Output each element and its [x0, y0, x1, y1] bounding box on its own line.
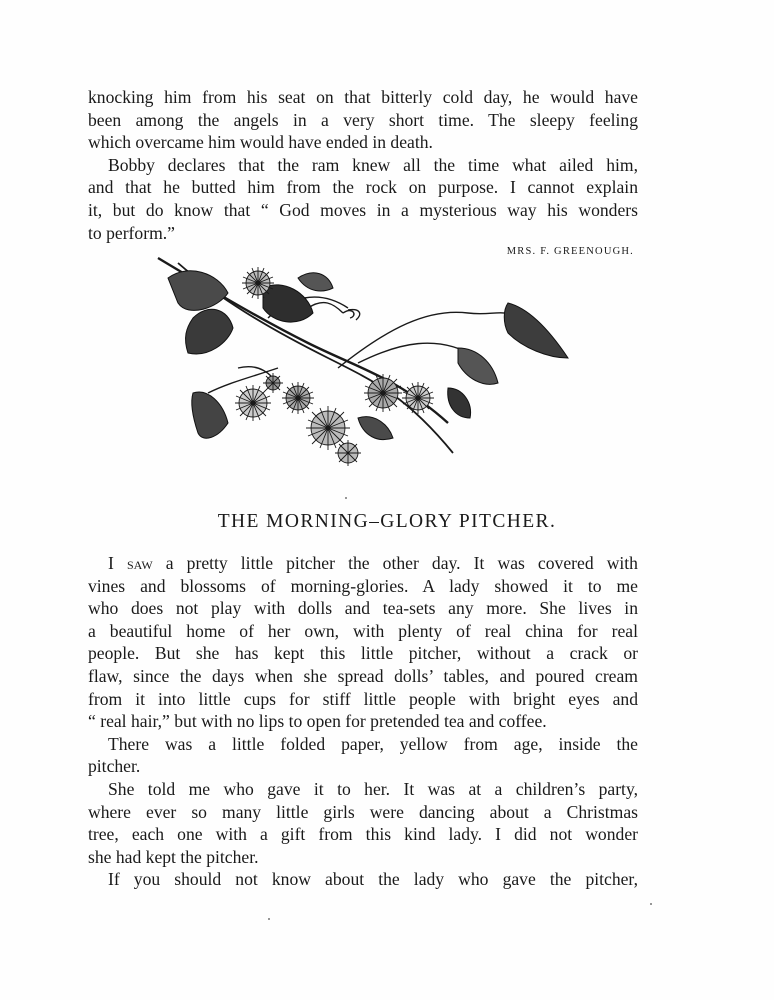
- paragraph-line: tree, each one with a gift from this kind lady. I did not wonder: [88, 824, 638, 845]
- paragraph-line: and that he butted him from the rock on purpose. I cannot explain: [88, 177, 638, 198]
- paragraph-line: flaw, since the days when she spread dolls’ tables, and poured cream: [88, 665, 638, 686]
- paragraph-line: Bobby declares that the ram knew all the time what ailed him,: [108, 154, 638, 175]
- paragraph-line: from it into little cups for stiff little people with bright eyes and: [88, 688, 638, 709]
- paper-speck: [268, 918, 270, 920]
- paragraph-line: pitcher.: [88, 756, 141, 777]
- paragraph-line: [88, 552, 638, 575]
- paper-speck: [345, 497, 347, 499]
- paragraph-line: where ever so many little girls were dancing about a Christmas: [88, 801, 638, 822]
- paragraph-line: been among the angels in a very short time. The sleepy feeling: [88, 109, 638, 130]
- paragraph-line: “ real hair,” but with no lips to open for pretended tea and coffee.: [88, 711, 547, 732]
- paragraph-line: it, but do know that “ God moves in a mysterious way his wonders: [88, 199, 638, 220]
- paragraph-line: vines and blossoms of morning-glories. A lady showed it to me: [88, 575, 638, 596]
- paragraph-line: who does not play with dolls and tea-sets any more. She lives in: [88, 598, 638, 619]
- paragraph-line: which overcame him would have ended in death.: [88, 132, 433, 153]
- paragraph-line: There was a little folded paper, yellow from age, inside the: [108, 733, 638, 754]
- story-body: [88, 552, 638, 891]
- paper-speck: [650, 903, 652, 905]
- author-attribution: MRS. F. GREENOUGH.: [506, 246, 634, 257]
- paragraph-line: If you should not know about the lady who gave the pitcher,: [108, 869, 638, 890]
- morning-glory-vine-icon: [148, 248, 578, 468]
- paragraph-line: to perform.”: [88, 222, 175, 243]
- paragraph-line: She told me who gave it to her. It was at a children’s party,: [108, 778, 638, 799]
- story-title: THE MORNING–GLORY PITCHER.: [217, 511, 557, 532]
- paragraph-line: knocking him from his seat on that bitterly cold day, he would have: [88, 87, 638, 107]
- top-passage: [88, 86, 638, 244]
- paragraph-line: she had kept the pitcher.: [88, 846, 259, 867]
- line-rest: a pretty little pitcher the other day. It was covered with: [152, 553, 638, 573]
- first-word: I: [108, 553, 127, 573]
- paragraph-line: people. But she has kept this little pitcher, without a crack or: [88, 643, 638, 664]
- first-word-smallcaps: saw: [126, 553, 153, 573]
- paragraph-line: a beautiful home of her own, with plenty of real china for real: [88, 620, 638, 641]
